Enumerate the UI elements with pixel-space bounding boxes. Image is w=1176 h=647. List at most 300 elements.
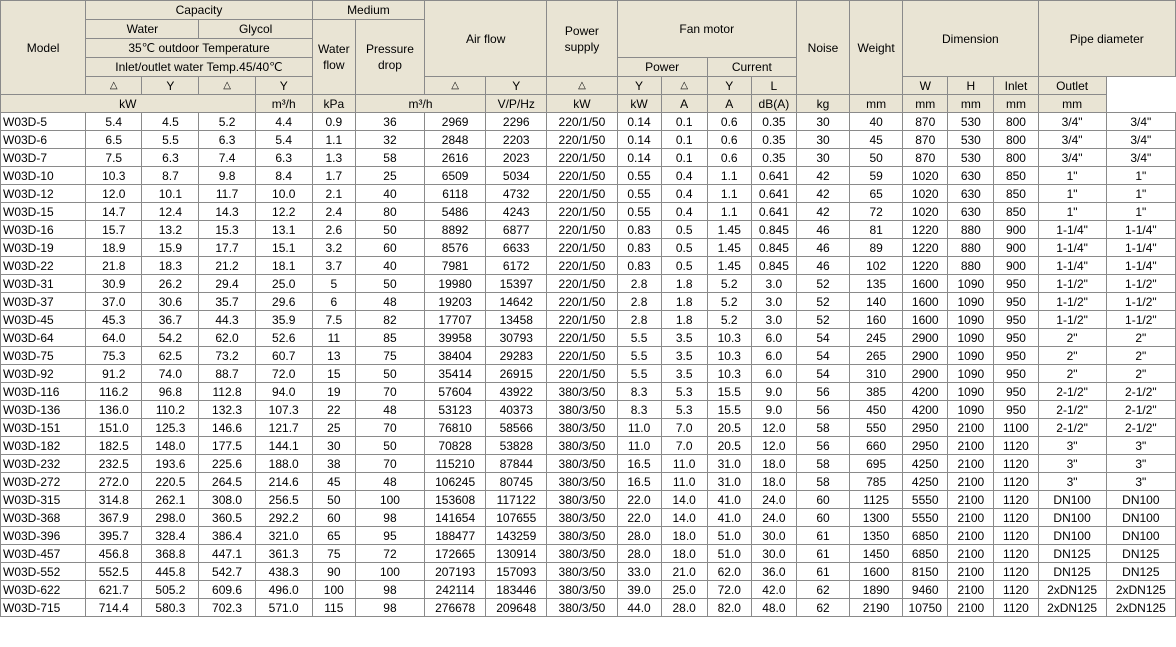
cell-current-delta: 1.1 xyxy=(707,167,751,185)
cell-model: W03D-457 xyxy=(1,545,86,563)
cell-dim-h: 950 xyxy=(994,329,1038,347)
cell-fan-power-y: 25.0 xyxy=(661,581,707,599)
cell-power-supply: 220/1/50 xyxy=(547,329,617,347)
cell-fan-power-delta: 8.3 xyxy=(617,383,661,401)
cell-current-y: 30.0 xyxy=(751,545,796,563)
cell-dim-h: 900 xyxy=(994,257,1038,275)
cell-pressure-drop: 98 xyxy=(355,581,424,599)
cell-current-delta: 10.3 xyxy=(707,365,751,383)
cell-current-delta: 15.5 xyxy=(707,383,751,401)
cell-fan-power-y: 7.0 xyxy=(661,419,707,437)
cell-glycol-delta: 5.2 xyxy=(199,113,255,131)
header-water-delta: △ xyxy=(86,77,142,95)
cell-model: W03D-552 xyxy=(1,563,86,581)
cell-pipe-outlet: DN125 xyxy=(1106,545,1175,563)
cell-dim-h: 800 xyxy=(994,113,1038,131)
cell-dim-h: 800 xyxy=(994,131,1038,149)
table-row xyxy=(1,509,1176,527)
cell-airflow-y: 80745 xyxy=(486,473,547,491)
cell-pipe-outlet: 2-1/2" xyxy=(1106,383,1175,401)
cell-dim-l: 6850 xyxy=(903,527,948,545)
cell-dim-h: 950 xyxy=(994,293,1038,311)
header-fan-current: Current xyxy=(707,58,796,77)
cell-current-delta: 10.3 xyxy=(707,347,751,365)
cell-dim-l: 2950 xyxy=(903,437,948,455)
cell-current-delta: 41.0 xyxy=(707,509,751,527)
cell-current-y: 0.641 xyxy=(751,203,796,221)
cell-noise: 30 xyxy=(796,149,849,167)
cell-water-flow: 1.3 xyxy=(312,149,355,167)
cell-airflow-y: 2296 xyxy=(486,113,547,131)
cell-current-delta: 1.45 xyxy=(707,257,751,275)
cell-power-supply: 380/3/50 xyxy=(547,509,617,527)
cell-power-supply: 380/3/50 xyxy=(547,383,617,401)
cell-model: W03D-368 xyxy=(1,509,86,527)
cell-dim-l: 1220 xyxy=(903,257,948,275)
cell-airflow-y: 5034 xyxy=(486,167,547,185)
cell-pipe-inlet: DN100 xyxy=(1038,491,1106,509)
cell-pressure-drop: 40 xyxy=(355,257,424,275)
cell-glycol-delta: 62.0 xyxy=(199,329,255,347)
unit-power-supply: V/P/Hz xyxy=(486,95,547,113)
cell-airflow-delta: 19980 xyxy=(425,275,486,293)
cell-water-y: 220.5 xyxy=(142,473,199,491)
cell-water-delta: 552.5 xyxy=(86,563,142,581)
cell-model: W03D-622 xyxy=(1,581,86,599)
unit-dim-w: mm xyxy=(903,95,948,113)
cell-dim-w: 880 xyxy=(948,239,994,257)
cell-current-delta: 0.6 xyxy=(707,113,751,131)
cell-water-flow: 2.6 xyxy=(312,221,355,239)
cell-fan-power-y: 0.5 xyxy=(661,221,707,239)
cell-water-y: 148.0 xyxy=(142,437,199,455)
cell-airflow-delta: 188477 xyxy=(425,527,486,545)
cell-glycol-y: 496.0 xyxy=(255,581,312,599)
cell-weight: 65 xyxy=(850,185,903,203)
cell-current-y: 3.0 xyxy=(751,311,796,329)
cell-dim-w: 530 xyxy=(948,131,994,149)
cell-pipe-outlet: 1-1/2" xyxy=(1106,311,1175,329)
cell-pipe-outlet: 1" xyxy=(1106,203,1175,221)
cell-glycol-delta: 17.7 xyxy=(199,239,255,257)
header-water-flow: Water flow xyxy=(312,20,355,95)
cell-dim-l: 870 xyxy=(903,113,948,131)
table-row xyxy=(1,311,1176,329)
cell-airflow-delta: 242114 xyxy=(425,581,486,599)
cell-glycol-delta: 146.6 xyxy=(199,419,255,437)
cell-dim-h: 950 xyxy=(994,275,1038,293)
cell-water-y: 54.2 xyxy=(142,329,199,347)
cell-weight: 245 xyxy=(850,329,903,347)
cell-pressure-drop: 98 xyxy=(355,509,424,527)
cell-current-delta: 0.6 xyxy=(707,149,751,167)
cell-noise: 61 xyxy=(796,563,849,581)
cell-power-supply: 220/1/50 xyxy=(547,365,617,383)
cell-noise: 30 xyxy=(796,113,849,131)
cell-fan-power-delta: 2.8 xyxy=(617,293,661,311)
cell-pressure-drop: 95 xyxy=(355,527,424,545)
cell-fan-power-delta: 5.5 xyxy=(617,347,661,365)
cell-glycol-delta: 386.4 xyxy=(199,527,255,545)
cell-noise: 62 xyxy=(796,581,849,599)
cell-glycol-delta: 14.3 xyxy=(199,203,255,221)
table-row xyxy=(1,455,1176,473)
cell-water-delta: 64.0 xyxy=(86,329,142,347)
cell-glycol-delta: 6.3 xyxy=(199,131,255,149)
cell-power-supply: 380/3/50 xyxy=(547,455,617,473)
cell-dim-w: 2100 xyxy=(948,581,994,599)
cell-current-y: 12.0 xyxy=(751,437,796,455)
cell-pipe-inlet: 3" xyxy=(1038,473,1106,491)
cell-pressure-drop: 82 xyxy=(355,311,424,329)
cell-current-y: 9.0 xyxy=(751,383,796,401)
cell-pressure-drop: 50 xyxy=(355,437,424,455)
cell-glycol-delta: 360.5 xyxy=(199,509,255,527)
cell-pipe-inlet: 3/4" xyxy=(1038,149,1106,167)
cell-pipe-inlet: DN125 xyxy=(1038,545,1106,563)
cell-airflow-y: 117122 xyxy=(486,491,547,509)
cell-weight: 135 xyxy=(850,275,903,293)
cell-water-delta: 367.9 xyxy=(86,509,142,527)
cell-pipe-inlet: 2" xyxy=(1038,365,1106,383)
cell-airflow-delta: 172665 xyxy=(425,545,486,563)
cell-fan-power-delta: 2.8 xyxy=(617,311,661,329)
cell-water-flow: 19 xyxy=(312,383,355,401)
cell-airflow-delta: 153608 xyxy=(425,491,486,509)
cell-water-flow: 90 xyxy=(312,563,355,581)
cell-airflow-delta: 141654 xyxy=(425,509,486,527)
cell-pressure-drop: 70 xyxy=(355,419,424,437)
cell-noise: 52 xyxy=(796,311,849,329)
cell-current-delta: 62.0 xyxy=(707,563,751,581)
cell-weight: 140 xyxy=(850,293,903,311)
cell-water-y: 298.0 xyxy=(142,509,199,527)
cell-noise: 54 xyxy=(796,347,849,365)
cell-current-y: 48.0 xyxy=(751,599,796,617)
cell-weight: 450 xyxy=(850,401,903,419)
cell-pipe-outlet: 2xDN125 xyxy=(1106,599,1175,617)
cell-water-delta: 272.0 xyxy=(86,473,142,491)
cell-pipe-inlet: 3" xyxy=(1038,437,1106,455)
cell-glycol-y: 72.0 xyxy=(255,365,312,383)
cell-pressure-drop: 40 xyxy=(355,185,424,203)
cell-pipe-outlet: 1-1/4" xyxy=(1106,221,1175,239)
cell-pipe-inlet: 2" xyxy=(1038,329,1106,347)
cell-noise: 42 xyxy=(796,203,849,221)
cell-water-delta: 5.4 xyxy=(86,113,142,131)
cell-water-y: 74.0 xyxy=(142,365,199,383)
cell-pipe-outlet: 1" xyxy=(1106,185,1175,203)
unit-pipe-outlet: mm xyxy=(1038,95,1106,113)
cell-water-flow: 50 xyxy=(312,491,355,509)
cell-current-delta: 1.45 xyxy=(707,221,751,239)
cell-fan-power-y: 0.4 xyxy=(661,167,707,185)
cell-water-flow: 13 xyxy=(312,347,355,365)
cell-fan-power-delta: 16.5 xyxy=(617,455,661,473)
header-fan-motor: Fan motor xyxy=(617,1,796,58)
cell-glycol-delta: 447.1 xyxy=(199,545,255,563)
cell-airflow-y: 6877 xyxy=(486,221,547,239)
cell-water-y: 18.3 xyxy=(142,257,199,275)
cell-power-supply: 380/3/50 xyxy=(547,473,617,491)
cell-fan-power-y: 0.1 xyxy=(661,113,707,131)
cell-power-supply: 380/3/50 xyxy=(547,401,617,419)
cell-water-flow: 45 xyxy=(312,473,355,491)
cell-current-y: 6.0 xyxy=(751,347,796,365)
unit-capacity: kW xyxy=(1,95,256,113)
cell-noise: 56 xyxy=(796,401,849,419)
cell-fan-power-delta: 0.55 xyxy=(617,185,661,203)
cell-weight: 1300 xyxy=(850,509,903,527)
cell-model: W03D-6 xyxy=(1,131,86,149)
cell-water-y: 96.8 xyxy=(142,383,199,401)
cell-current-y: 24.0 xyxy=(751,491,796,509)
cell-water-y: 5.5 xyxy=(142,131,199,149)
cell-fan-power-y: 3.5 xyxy=(661,365,707,383)
cell-weight: 45 xyxy=(850,131,903,149)
cell-water-y: 445.8 xyxy=(142,563,199,581)
cell-water-y: 505.2 xyxy=(142,581,199,599)
cell-pipe-inlet: 1" xyxy=(1038,203,1106,221)
cell-power-supply: 220/1/50 xyxy=(547,149,617,167)
cell-dim-h: 950 xyxy=(994,311,1038,329)
header-current-y: Y xyxy=(707,77,751,95)
header-inlet-outlet-temp: Inlet/outlet water Temp.45/40℃ xyxy=(86,58,313,77)
cell-power-supply: 380/3/50 xyxy=(547,437,617,455)
spec-table-body xyxy=(1,113,1176,617)
cell-dim-l: 1220 xyxy=(903,221,948,239)
cell-glycol-y: 15.1 xyxy=(255,239,312,257)
cell-water-delta: 116.2 xyxy=(86,383,142,401)
cell-glycol-delta: 112.8 xyxy=(199,383,255,401)
table-row xyxy=(1,329,1176,347)
cell-power-supply: 380/3/50 xyxy=(547,581,617,599)
cell-dim-l: 2900 xyxy=(903,329,948,347)
cell-fan-power-y: 11.0 xyxy=(661,473,707,491)
cell-water-y: 15.9 xyxy=(142,239,199,257)
cell-model: W03D-315 xyxy=(1,491,86,509)
table-row xyxy=(1,383,1176,401)
cell-airflow-y: 157093 xyxy=(486,563,547,581)
cell-airflow-y: 26915 xyxy=(486,365,547,383)
cell-water-delta: 314.8 xyxy=(86,491,142,509)
cell-weight: 385 xyxy=(850,383,903,401)
table-row xyxy=(1,149,1176,167)
cell-noise: 62 xyxy=(796,599,849,617)
cell-weight: 50 xyxy=(850,149,903,167)
cell-dim-l: 1020 xyxy=(903,203,948,221)
cell-current-y: 0.845 xyxy=(751,221,796,239)
cell-dim-w: 2100 xyxy=(948,491,994,509)
cell-fan-power-delta: 11.0 xyxy=(617,437,661,455)
cell-current-delta: 5.2 xyxy=(707,293,751,311)
cell-water-delta: 6.5 xyxy=(86,131,142,149)
cell-water-flow: 2.4 xyxy=(312,203,355,221)
cell-water-flow: 2.1 xyxy=(312,185,355,203)
cell-glycol-delta: 11.7 xyxy=(199,185,255,203)
cell-power-supply: 220/1/50 xyxy=(547,221,617,239)
cell-airflow-delta: 6118 xyxy=(425,185,486,203)
cell-power-supply: 380/3/50 xyxy=(547,491,617,509)
cell-glycol-y: 60.7 xyxy=(255,347,312,365)
cell-noise: 60 xyxy=(796,491,849,509)
cell-glycol-y: 12.2 xyxy=(255,203,312,221)
cell-pipe-inlet: 1" xyxy=(1038,167,1106,185)
table-row xyxy=(1,347,1176,365)
cell-glycol-y: 8.4 xyxy=(255,167,312,185)
cell-glycol-y: 13.1 xyxy=(255,221,312,239)
cell-weight: 1890 xyxy=(850,581,903,599)
cell-model: W03D-10 xyxy=(1,167,86,185)
cell-water-flow: 5 xyxy=(312,275,355,293)
cell-water-y: 10.1 xyxy=(142,185,199,203)
table-row xyxy=(1,581,1176,599)
cell-model: W03D-12 xyxy=(1,185,86,203)
cell-water-delta: 10.3 xyxy=(86,167,142,185)
header-pipe-diameter: Pipe diameter xyxy=(1038,1,1175,77)
cell-power-supply: 220/1/50 xyxy=(547,293,617,311)
table-row xyxy=(1,221,1176,239)
cell-fan-power-delta: 0.83 xyxy=(617,221,661,239)
table-row xyxy=(1,113,1176,131)
cell-dim-w: 1090 xyxy=(948,347,994,365)
cell-water-flow: 25 xyxy=(312,419,355,437)
cell-airflow-delta: 76810 xyxy=(425,419,486,437)
cell-fan-power-delta: 0.14 xyxy=(617,131,661,149)
cell-current-delta: 51.0 xyxy=(707,545,751,563)
cell-fan-power-y: 0.4 xyxy=(661,203,707,221)
unit-pipe-inlet: mm xyxy=(994,95,1038,113)
cell-dim-l: 1220 xyxy=(903,239,948,257)
cell-airflow-y: 43922 xyxy=(486,383,547,401)
cell-model: W03D-45 xyxy=(1,311,86,329)
cell-dim-w: 630 xyxy=(948,167,994,185)
cell-airflow-delta: 2848 xyxy=(425,131,486,149)
table-row xyxy=(1,563,1176,581)
cell-pipe-outlet: 2" xyxy=(1106,365,1175,383)
header-capacity: Capacity xyxy=(86,1,313,20)
cell-airflow-delta: 6509 xyxy=(425,167,486,185)
cell-glycol-y: 188.0 xyxy=(255,455,312,473)
cell-pipe-inlet: 1-1/4" xyxy=(1038,257,1106,275)
unit-air-flow: m³/h xyxy=(355,95,485,113)
cell-pipe-inlet: DN100 xyxy=(1038,509,1106,527)
table-row xyxy=(1,491,1176,509)
cell-noise: 61 xyxy=(796,545,849,563)
cell-dim-w: 2100 xyxy=(948,419,994,437)
cell-current-y: 9.0 xyxy=(751,401,796,419)
cell-current-y: 0.35 xyxy=(751,113,796,131)
cell-water-flow: 0.9 xyxy=(312,113,355,131)
cell-current-y: 3.0 xyxy=(751,275,796,293)
cell-dim-w: 630 xyxy=(948,185,994,203)
cell-pipe-inlet: 1-1/2" xyxy=(1038,275,1106,293)
cell-dim-h: 850 xyxy=(994,167,1038,185)
unit-fan-power-y: kW xyxy=(617,95,661,113)
cell-current-delta: 41.0 xyxy=(707,491,751,509)
cell-airflow-delta: 53123 xyxy=(425,401,486,419)
cell-water-delta: 136.0 xyxy=(86,401,142,419)
cell-weight: 1450 xyxy=(850,545,903,563)
cell-airflow-delta: 2969 xyxy=(425,113,486,131)
cell-noise: 56 xyxy=(796,383,849,401)
cell-fan-power-delta: 0.55 xyxy=(617,167,661,185)
cell-noise: 58 xyxy=(796,473,849,491)
cell-glycol-delta: 542.7 xyxy=(199,563,255,581)
cell-dim-h: 1120 xyxy=(994,509,1038,527)
cell-fan-power-y: 5.3 xyxy=(661,383,707,401)
cell-dim-l: 4200 xyxy=(903,383,948,401)
cell-pipe-inlet: 2-1/2" xyxy=(1038,401,1106,419)
header-medium: Medium xyxy=(312,1,424,20)
cell-dim-l: 5550 xyxy=(903,509,948,527)
cell-pipe-outlet: DN100 xyxy=(1106,491,1175,509)
cell-glycol-delta: 609.6 xyxy=(199,581,255,599)
cell-glycol-y: 29.6 xyxy=(255,293,312,311)
cell-model: W03D-116 xyxy=(1,383,86,401)
cell-water-y: 125.3 xyxy=(142,419,199,437)
cell-glycol-y: 18.1 xyxy=(255,257,312,275)
cell-dim-h: 1120 xyxy=(994,491,1038,509)
cell-pipe-outlet: 3" xyxy=(1106,437,1175,455)
cell-airflow-y: 209648 xyxy=(486,599,547,617)
cell-noise: 58 xyxy=(796,455,849,473)
cell-fan-power-y: 0.4 xyxy=(661,185,707,203)
cell-water-delta: 456.8 xyxy=(86,545,142,563)
header-glycol-delta: △ xyxy=(199,77,255,95)
cell-dim-h: 1120 xyxy=(994,437,1038,455)
cell-airflow-y: 2203 xyxy=(486,131,547,149)
header-air-flow: Air flow xyxy=(425,1,547,77)
unit-fan-power-delta: kW xyxy=(547,95,617,113)
cell-airflow-y: 107655 xyxy=(486,509,547,527)
cell-water-y: 4.5 xyxy=(142,113,199,131)
cell-pressure-drop: 85 xyxy=(355,329,424,347)
cell-fan-power-y: 1.8 xyxy=(661,293,707,311)
cell-fan-power-y: 1.8 xyxy=(661,275,707,293)
cell-glycol-y: 292.2 xyxy=(255,509,312,527)
cell-fan-power-delta: 0.14 xyxy=(617,113,661,131)
cell-pipe-outlet: DN100 xyxy=(1106,527,1175,545)
unit-water-flow: m³/h xyxy=(255,95,312,113)
cell-model: W03D-182 xyxy=(1,437,86,455)
cell-fan-power-delta: 5.5 xyxy=(617,329,661,347)
cell-pipe-outlet: 2-1/2" xyxy=(1106,419,1175,437)
cell-water-delta: 12.0 xyxy=(86,185,142,203)
cell-pipe-inlet: 2" xyxy=(1038,347,1106,365)
cell-water-y: 110.2 xyxy=(142,401,199,419)
cell-dim-w: 2100 xyxy=(948,473,994,491)
cell-power-supply: 220/1/50 xyxy=(547,113,617,131)
cell-dim-h: 1100 xyxy=(994,419,1038,437)
cell-model: W03D-15 xyxy=(1,203,86,221)
cell-current-delta: 1.45 xyxy=(707,239,751,257)
cell-model: W03D-19 xyxy=(1,239,86,257)
cell-dim-w: 530 xyxy=(948,149,994,167)
cell-dim-h: 850 xyxy=(994,203,1038,221)
cell-water-delta: 714.4 xyxy=(86,599,142,617)
cell-airflow-y: 6633 xyxy=(486,239,547,257)
cell-pressure-drop: 70 xyxy=(355,383,424,401)
cell-fan-power-y: 11.0 xyxy=(661,455,707,473)
cell-dim-w: 2100 xyxy=(948,563,994,581)
cell-noise: 30 xyxy=(796,131,849,149)
cell-weight: 785 xyxy=(850,473,903,491)
table-row xyxy=(1,437,1176,455)
cell-noise: 52 xyxy=(796,293,849,311)
cell-dim-h: 950 xyxy=(994,401,1038,419)
cell-pipe-outlet: 3/4" xyxy=(1106,113,1175,131)
